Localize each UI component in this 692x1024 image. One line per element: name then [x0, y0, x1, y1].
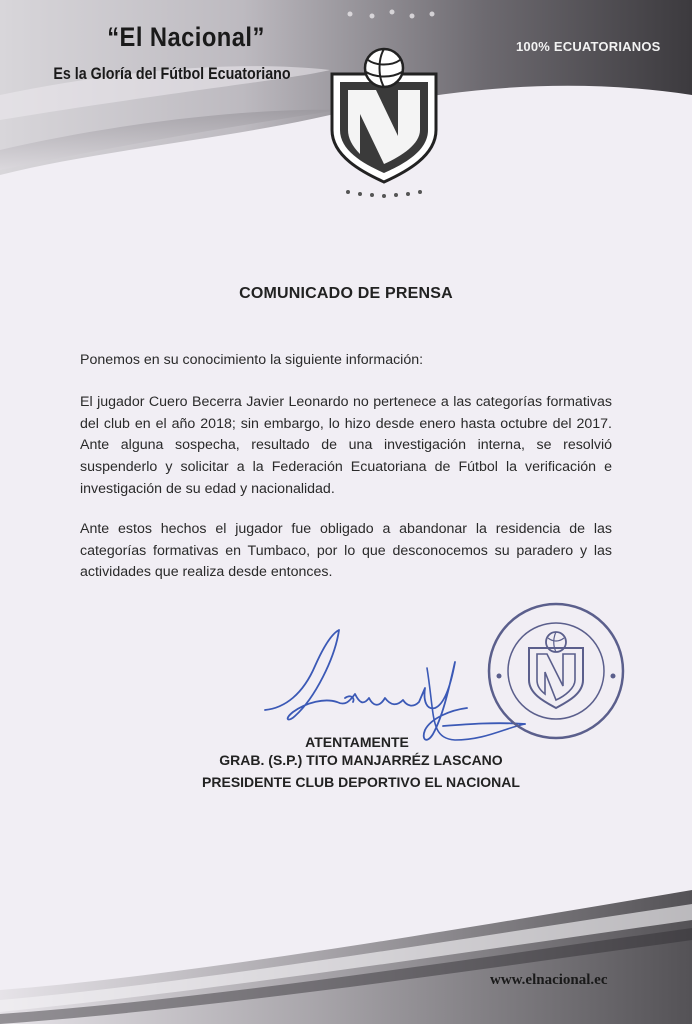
tagline: 100% ECUATORIANOS	[516, 39, 661, 54]
body-paragraph-1: El jugador Cuero Becerra Javier Leonardo no pertenece a las categorías formativas del club en el año 2018; sin embargo, lo hizo desde enero hasta octubre del 2017. Ante alguna sospecha, resultado de una investigación interna, se resolvió suspenderlo y solicitar a la Federación Ecuatoriana de Fútbol la verificación e investigación de su edad y nacionalidad.	[80, 394, 612, 497]
signer-title: PRESIDENTE CLUB DEPORTIVO EL NACIONAL	[202, 774, 520, 790]
club-stamp-icon	[485, 600, 627, 742]
club-slogan: Es la Gloría del Fútbol Ecuatoriano	[53, 64, 291, 83]
club-title: “El Nacional”	[107, 22, 265, 52]
body-paragraph-2: Ante estos hechos el jugador fue obligado a abandonar la residencia de las categorías formativas en Tumbaco, por lo que desconocemos su paradero y las actividades que realiza desde entonces.	[80, 521, 612, 581]
club-crest-icon	[326, 44, 442, 200]
footer-website-link[interactable]: www.elnacional.ec	[490, 972, 608, 988]
intro-paragraph: Ponemos en su conocimiento la siguiente información:	[80, 352, 424, 368]
signer-name: GRAB. (S.P.) TITO MANJARRÉZ LASCANO	[219, 752, 503, 768]
footer-band	[0, 880, 692, 1024]
closing-salutation: ATENTAMENTE	[305, 734, 409, 750]
document-heading: COMUNICADO DE PRENSA	[239, 285, 453, 302]
